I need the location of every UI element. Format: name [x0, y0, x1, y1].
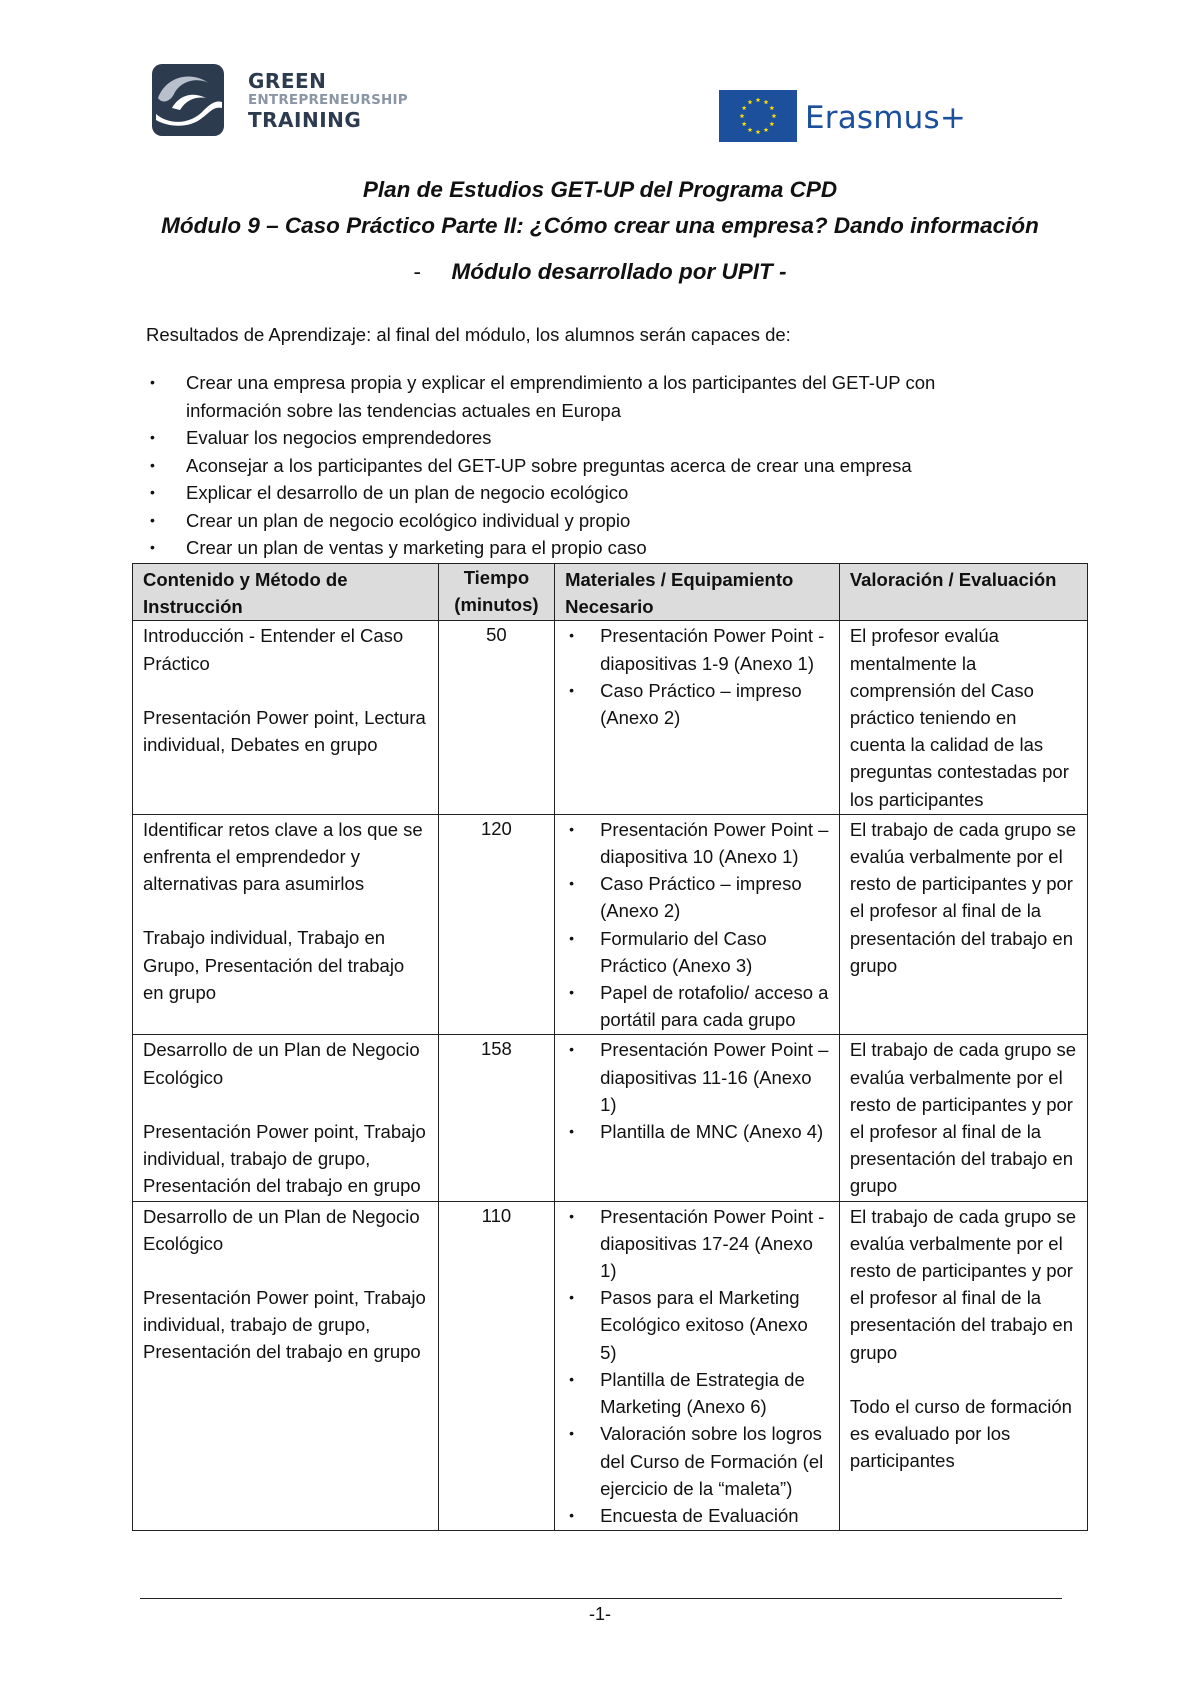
content-topic: Desarrollo de un Plan de Negocio Ecológico — [143, 1039, 420, 1088]
logo-text-green: GREEN — [248, 69, 327, 93]
materials-list — [565, 1203, 829, 1529]
module-title: Módulo 9 – Caso Práctico Parte II: ¿Cómo crear una empresa? Dando información — [161, 213, 1039, 238]
materials-list — [565, 816, 829, 1034]
bullet-icon: • — [569, 1506, 574, 1523]
table-header-row — [133, 564, 1088, 621]
bullet-icon: • — [569, 1425, 574, 1442]
materials-cell — [555, 814, 840, 1035]
bullet-icon: • — [569, 929, 574, 946]
document-title: Plan de Estudios GET-UP del Programa CPD — [362, 177, 838, 202]
list-item: • Crear una empresa propia y explicar el emprendimiento a los participantes del GET-UP con información sobre las tendencias actuales en Europa — [146, 369, 1026, 424]
bullet-icon: • — [150, 429, 155, 445]
learning-outcomes-intro: Resultados de Aprendizaje: al final del módulo, los alumnos serán capaces de: — [146, 324, 791, 345]
time-cell: 50 — [438, 621, 554, 814]
content-cell — [133, 621, 439, 814]
instruction-method: Presentación Power point, Lectura individual, Debates en grupo — [143, 706, 426, 756]
content-cell — [133, 814, 439, 1035]
list-item: • Presentación Power Point – diapositivas 11-16 (Anexo 1) — [565, 1036, 829, 1118]
list-item: • Evaluar los negocios emprendedores — [146, 424, 1026, 452]
instruction-method: Presentación Power point, Trabajo individual, trabajo de grupo, Presentación del trabajo en grupo — [143, 1287, 426, 1363]
content-topic: Identificar retos clave a los que se enfrenta el emprendedor y alternativas para asumirlos — [143, 818, 423, 895]
erasmus-wordmark: Erasmus+ — [805, 100, 967, 136]
instruction-method: Trabajo individual, Trabajo en Grupo, Presentación del trabajo en grupo — [143, 927, 405, 1003]
column-header-time: Tiempo (minutos) — [438, 564, 554, 621]
bullet-icon: • — [569, 1123, 574, 1140]
list-item: • Explicar el desarrollo de un plan de negocio ecológico — [146, 479, 1026, 507]
time-cell: 110 — [438, 1201, 554, 1530]
assessment-cell — [839, 814, 1087, 1035]
table-row — [133, 1035, 1088, 1201]
bullet-icon: • — [150, 456, 155, 473]
materials-cell — [555, 621, 840, 814]
assessment-cell — [839, 621, 1087, 814]
bullet-icon: • — [150, 539, 155, 555]
green-entrepreneurship-training-logo — [152, 64, 408, 138]
assessment-cell — [839, 1035, 1087, 1201]
subtitle-dash: - — [413, 259, 421, 284]
materials-cell — [555, 1201, 840, 1530]
materials-list — [565, 622, 829, 731]
list-item: • Presentación Power Point - diapositivas 17-24 (Anexo 1) — [565, 1203, 829, 1285]
module-developer-line — [0, 259, 1200, 285]
time-cell: 120 — [438, 814, 554, 1035]
list-item: • Presentación Power Point - diapositivas 1-9 (Anexo 1) — [565, 622, 829, 676]
list-item: • Valoración sobre los logros del Curso de Formación (el ejercicio de la “maleta”) — [565, 1420, 829, 1502]
assessment-text: El trabajo de cada grupo se evalúa verbalmente por el resto de participantes y por el profesor al final de la presentación del trabajo en grupo — [849, 1039, 1077, 1197]
list-item: • Aconsejar a los participantes del GET-UP sobre preguntas acerca de crear una empresa — [146, 452, 1026, 480]
list-item: • Crear un plan de negocio ecológico individual y propio — [146, 507, 1026, 535]
list-item: • Pasos para el Marketing Ecológico exitoso (Anexo 5) — [565, 1284, 829, 1366]
document-title-block — [0, 172, 1200, 285]
list-item: • Crear un plan de ventas y marketing para el propio caso — [146, 534, 1026, 562]
logo-text-training: TRAINING — [248, 107, 362, 132]
bullet-icon: • — [569, 1207, 574, 1224]
bullet-icon: • — [569, 627, 574, 644]
learning-outcomes-list — [146, 369, 1026, 562]
module-developer-text: Módulo desarrollado por UPIT - — [451, 259, 787, 284]
assessment-extra-text: Todo el curso de formación es evaluado por los participantes — [849, 1395, 1072, 1472]
list-item: • Caso Práctico – impreso (Anexo 2) — [565, 870, 829, 924]
bullet-icon: • — [150, 374, 155, 390]
column-header-content: Contenido y Método de Instrucción — [133, 564, 439, 621]
bullet-icon: • — [150, 511, 155, 528]
bullet-icon: • — [569, 1041, 574, 1058]
bullet-icon: • — [569, 681, 574, 698]
list-item: • Papel de rotafolio/ acceso a portátil para cada grupo — [565, 979, 829, 1033]
page-number: -1- — [589, 1604, 611, 1624]
table-row — [133, 621, 1088, 814]
materials-cell — [555, 1035, 840, 1201]
bullet-icon: • — [569, 1370, 574, 1387]
bullet-icon: • — [569, 1289, 574, 1306]
assessment-cell — [839, 1201, 1087, 1530]
logo-text-entrepreneurship: ENTREPRENEURSHIP — [248, 92, 408, 108]
curriculum-table — [132, 563, 1088, 1531]
bullet-icon: • — [569, 984, 574, 1001]
time-cell: 158 — [438, 1035, 554, 1201]
bullet-icon: • — [150, 484, 155, 500]
assessment-text: El profesor evalúa mentalmente la comprensión del Caso práctico teniendo en cuenta la calidad de las preguntas contestadas por los participantes — [849, 625, 1069, 810]
eu-flag-icon — [719, 90, 797, 142]
list-item: • Formulario del Caso Práctico (Anexo 3) — [565, 925, 829, 979]
column-header-assessment: Valoración / Evaluación — [839, 564, 1087, 621]
content-topic: Desarrollo de un Plan de Negocio Ecológico — [143, 1205, 420, 1254]
materials-list — [565, 1036, 829, 1145]
table-row — [133, 1201, 1088, 1530]
bullet-icon: • — [569, 820, 574, 837]
footer-divider — [140, 1598, 1062, 1599]
get-logo-mark-icon — [152, 64, 224, 136]
content-cell — [133, 1035, 439, 1201]
assessment-text: El trabajo de cada grupo se evalúa verbalmente por el resto de participantes y por el profesor al final de la presentación del trabajo en grupo — [849, 818, 1077, 976]
content-cell — [133, 1201, 439, 1530]
instruction-method: Presentación Power point, Trabajo individual, trabajo de grupo, Presentación del trabajo en grupo — [143, 1120, 426, 1197]
list-item: • Encuesta de Evaluación — [565, 1502, 829, 1529]
list-item: • Plantilla de MNC (Anexo 4) — [565, 1118, 829, 1145]
table-row — [133, 814, 1088, 1035]
content-topic: Introducción - Entender el Caso Práctico — [143, 625, 404, 674]
list-item: • Presentación Power Point – diapositiva 10 (Anexo 1) — [565, 816, 829, 870]
list-item: • Plantilla de Estrategia de Marketing (Anexo 6) — [565, 1366, 829, 1420]
assessment-text: El trabajo de cada grupo se evalúa verbalmente por el resto de participantes y por el profesor al final de la presentación del trabajo en grupo — [849, 1205, 1077, 1363]
column-header-materials: Materiales / Equipamiento Necesario — [555, 564, 840, 621]
bullet-icon: • — [569, 875, 574, 892]
list-item: • Caso Práctico – impreso (Anexo 2) — [565, 677, 829, 731]
